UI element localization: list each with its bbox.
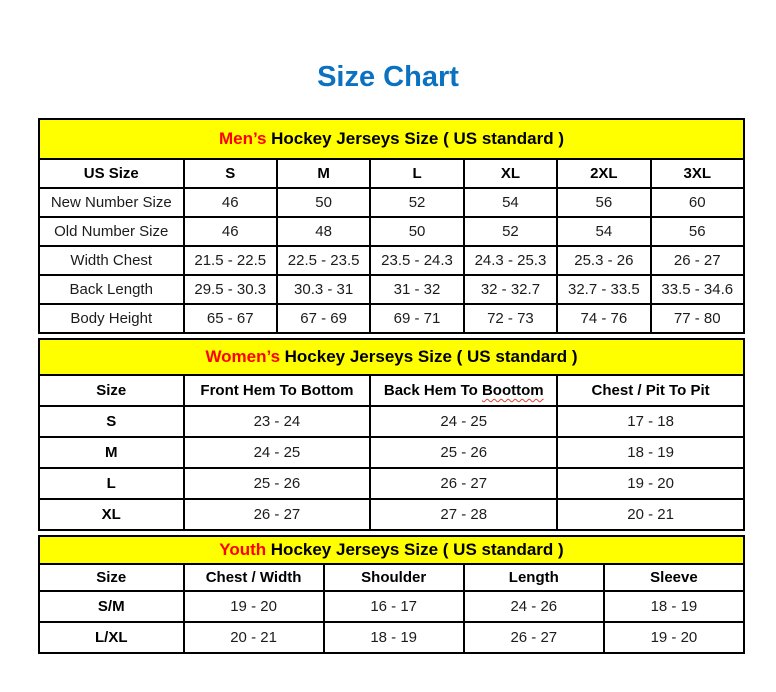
column-header: Front Hem To Bottom	[184, 375, 371, 406]
column-header: M	[277, 159, 370, 188]
cell-value: 72 - 73	[464, 304, 557, 333]
column-header: Chest / Pit To Pit	[557, 375, 744, 406]
youth-size-section	[38, 535, 745, 654]
table-row	[39, 246, 744, 275]
header-row	[39, 375, 744, 406]
cell-value: 20 - 21	[184, 622, 324, 653]
table-row	[39, 591, 744, 622]
column-header	[370, 375, 557, 406]
cell-value: 25.3 - 26	[557, 246, 650, 275]
cell-value: 19 - 20	[184, 591, 324, 622]
cell-value: 24 - 26	[464, 591, 604, 622]
column-header: Length	[464, 564, 604, 591]
cell-value: 25 - 26	[184, 468, 371, 499]
row-label: Body Height	[39, 304, 184, 333]
row-label: S/M	[39, 591, 184, 622]
mens-size-table	[38, 158, 745, 334]
cell-value: 56	[557, 188, 650, 217]
column-header: S	[184, 159, 277, 188]
header-row	[39, 564, 744, 591]
cell-value: 18 - 19	[324, 622, 464, 653]
cell-value: 18 - 19	[604, 591, 744, 622]
cell-value: 26 - 27	[651, 246, 744, 275]
cell-value: 29.5 - 30.3	[184, 275, 277, 304]
column-header-text: Back Hem To	[383, 382, 482, 399]
cell-value: 19 - 20	[604, 622, 744, 653]
cell-value: 60	[651, 188, 744, 217]
womens-title-prefix: Women’s	[205, 347, 281, 366]
cell-value: 52	[464, 217, 557, 246]
cell-value: 23 - 24	[184, 406, 371, 437]
womens-size-table	[38, 374, 745, 531]
cell-value: 46	[184, 217, 277, 246]
column-header: L	[370, 159, 463, 188]
cell-value: 32 - 32.7	[464, 275, 557, 304]
cell-value: 50	[370, 217, 463, 246]
table-row	[39, 304, 744, 333]
cell-value: 17 - 18	[557, 406, 744, 437]
cell-value: 33.5 - 34.6	[651, 275, 744, 304]
tables-area	[38, 118, 745, 654]
table-row	[39, 217, 744, 246]
cell-value: 26 - 27	[370, 468, 557, 499]
row-label: New Number Size	[39, 188, 184, 217]
cell-value: 24 - 25	[370, 406, 557, 437]
table-row	[39, 406, 744, 437]
cell-value: 30.3 - 31	[277, 275, 370, 304]
cell-value: 52	[370, 188, 463, 217]
column-header: Sleeve	[604, 564, 744, 591]
row-label: Width Chest	[39, 246, 184, 275]
table-row	[39, 622, 744, 653]
youth-title-prefix: Youth	[219, 540, 267, 559]
column-header: Shoulder	[324, 564, 464, 591]
cell-value: 48	[277, 217, 370, 246]
youth-size-table	[38, 563, 745, 654]
misspelled-word: Boottom	[481, 382, 544, 399]
row-label: M	[39, 437, 184, 468]
column-header: US Size	[39, 159, 184, 188]
cell-value: 31 - 32	[370, 275, 463, 304]
row-label: S	[39, 406, 184, 437]
cell-value: 26 - 27	[184, 499, 371, 530]
row-label: Back Length	[39, 275, 184, 304]
cell-value: 18 - 19	[557, 437, 744, 468]
cell-value: 23.5 - 24.3	[370, 246, 463, 275]
cell-value: 24 - 25	[184, 437, 371, 468]
cell-value: 24.3 - 25.3	[464, 246, 557, 275]
table-row	[39, 188, 744, 217]
table-row	[39, 499, 744, 530]
mens-section-header	[38, 118, 745, 158]
column-header: 2XL	[557, 159, 650, 188]
row-label: Old Number Size	[39, 217, 184, 246]
cell-value: 54	[464, 188, 557, 217]
youth-title-rest: Hockey Jerseys Size ( US standard )	[270, 540, 564, 559]
column-header: 3XL	[651, 159, 744, 188]
cell-value: 77 - 80	[651, 304, 744, 333]
page-title: Size Chart	[317, 61, 459, 93]
table-row	[39, 275, 744, 304]
header-row	[39, 159, 744, 188]
cell-value: 67 - 69	[277, 304, 370, 333]
womens-size-section	[38, 338, 745, 531]
cell-value: 19 - 20	[557, 468, 744, 499]
cell-value: 27 - 28	[370, 499, 557, 530]
table-row	[39, 437, 744, 468]
mens-title-prefix: Men’s	[218, 129, 267, 148]
cell-value: 26 - 27	[464, 622, 604, 653]
cell-value: 65 - 67	[184, 304, 277, 333]
column-header: Chest / Width	[184, 564, 324, 591]
cell-value: 16 - 17	[324, 591, 464, 622]
mens-title-rest: Hockey Jerseys Size ( US standard )	[271, 129, 565, 148]
cell-value: 22.5 - 23.5	[277, 246, 370, 275]
womens-title-rest: Hockey Jerseys Size ( US standard )	[284, 347, 578, 366]
cell-value: 20 - 21	[557, 499, 744, 530]
youth-section-header	[38, 535, 745, 563]
cell-value: 46	[184, 188, 277, 217]
cell-value: 50	[277, 188, 370, 217]
row-label: L	[39, 468, 184, 499]
column-header: XL	[464, 159, 557, 188]
column-header: Size	[39, 564, 184, 591]
row-label: L/XL	[39, 622, 184, 653]
cell-value: 21.5 - 22.5	[184, 246, 277, 275]
cell-value: 74 - 76	[557, 304, 650, 333]
cell-value: 54	[557, 217, 650, 246]
cell-value: 69 - 71	[370, 304, 463, 333]
table-row	[39, 468, 744, 499]
cell-value: 25 - 26	[370, 437, 557, 468]
column-header: Size	[39, 375, 184, 406]
womens-section-header	[38, 338, 745, 374]
cell-value: 32.7 - 33.5	[557, 275, 650, 304]
cell-value: 56	[651, 217, 744, 246]
mens-size-section	[38, 118, 745, 334]
row-label: XL	[39, 499, 184, 530]
